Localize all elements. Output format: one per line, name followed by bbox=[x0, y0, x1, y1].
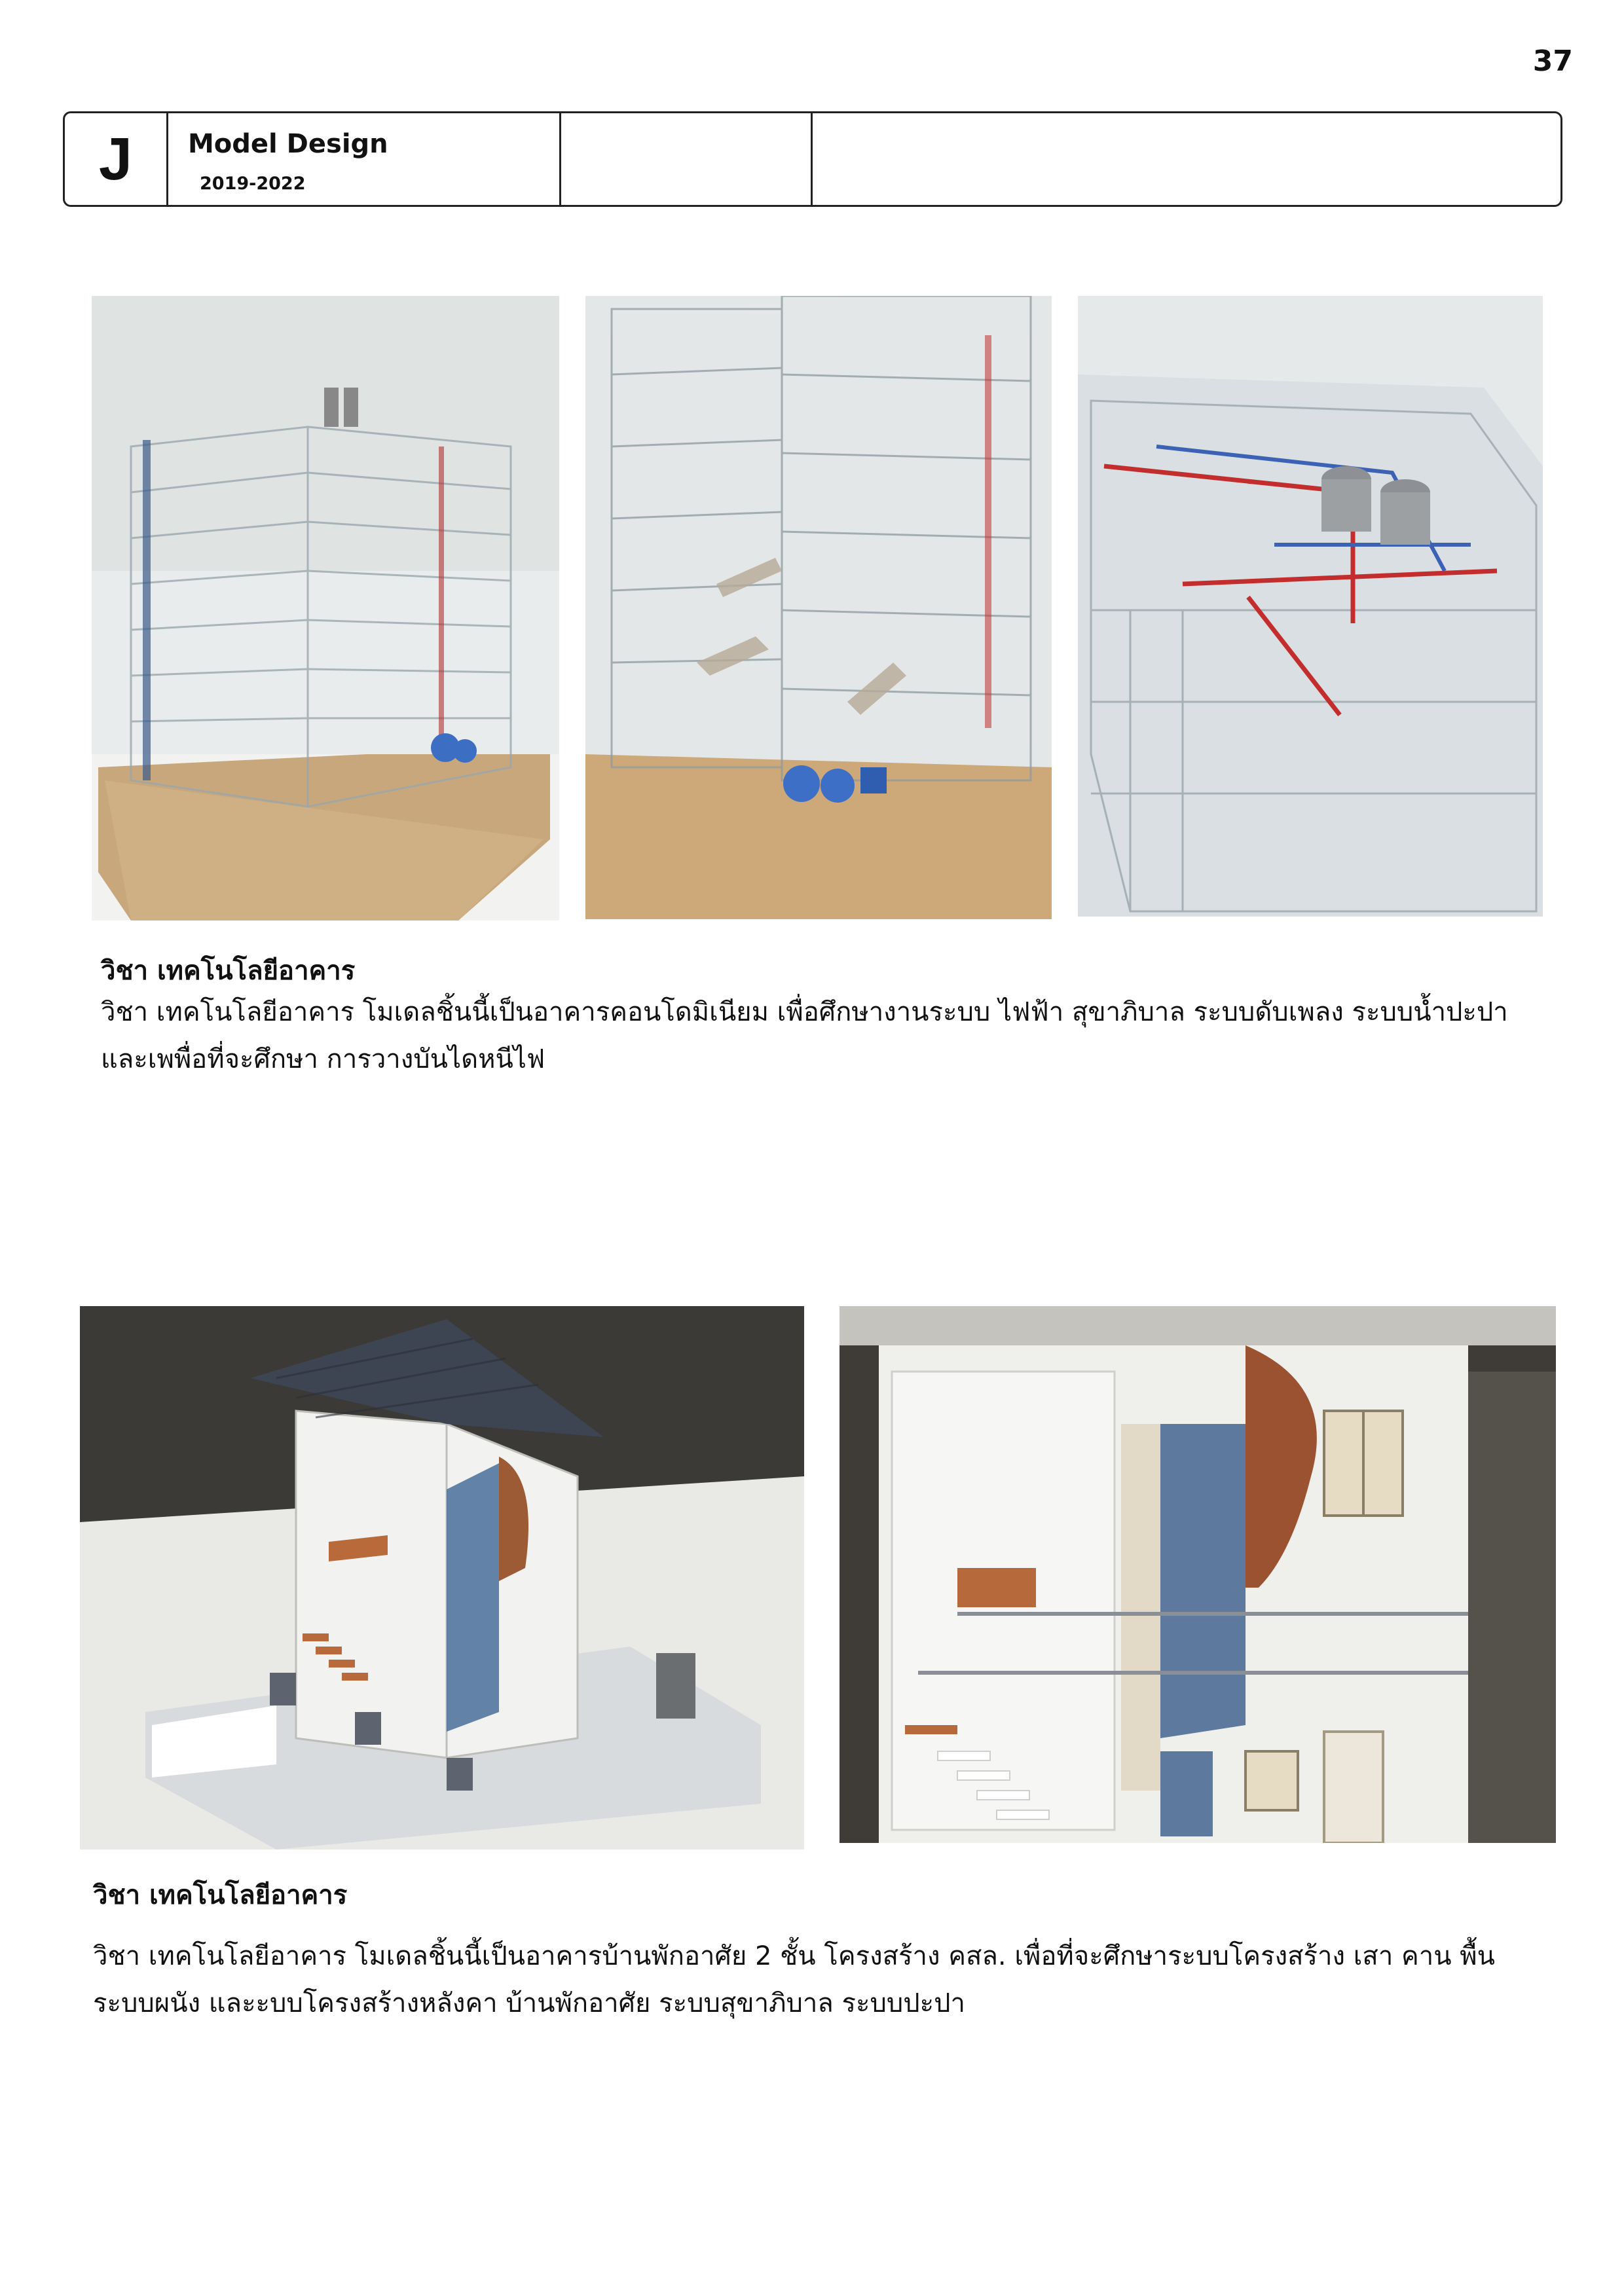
section-title-cell bbox=[168, 113, 561, 205]
house-model-photo-1 bbox=[80, 1306, 804, 1850]
section-letter-cell bbox=[65, 113, 168, 205]
condo-model-photo-3 bbox=[1078, 296, 1543, 917]
section-2-body-line-1: วิชา เทคโนโลยีอาคาร โมเดลชิ้นนี้เป็นอาคารบ้านพักอาศัย 2 ชั้น โครงสร้าง คสล. เพื่อที่จะศึกษาระบบโครงสร้าง เสา คาน พื้น bbox=[93, 1941, 1495, 1971]
section-header bbox=[63, 111, 1562, 207]
header-empty-cell-1 bbox=[561, 113, 813, 205]
section-1-body-line-1: วิชา เทคโนโลยีอาคาร โมเดลชิ้นนี้เป็นอาคารคอนโดมิเนียม เพื่อศึกษางานระบบ ไฟฟ้า สุขาภิบาล ระบบดับเพลง ระบบน้ำปะปา bbox=[101, 997, 1508, 1027]
section-letter: J bbox=[98, 125, 133, 192]
section-2-body bbox=[93, 1933, 1547, 2027]
section-2-title: วิชา เทคโนโลยีอาคาร bbox=[93, 1880, 348, 1910]
section-years: 2019-2022 bbox=[200, 173, 306, 194]
condo-model-photo-2 bbox=[585, 296, 1052, 919]
house-model-photo-2 bbox=[840, 1306, 1556, 1843]
page-number: 37 bbox=[1532, 45, 1573, 78]
section-title: Model Design bbox=[188, 129, 388, 159]
header-empty-cell-2 bbox=[813, 113, 1560, 205]
section-1-title: วิชา เทคโนโลยีอาคาร bbox=[101, 956, 356, 986]
section-1-body-line-2: และเพพื่อที่จะศึกษา การวางบันไดหนีไฟ bbox=[101, 1044, 545, 1074]
condo-model-photo-1 bbox=[92, 296, 559, 920]
section-2-body-line-2: ระบบผนัง และะบบโครงสร้างหลังคา บ้านพักอาศัย ระบบสุขาภิบาล ระบบปะปา bbox=[93, 1988, 966, 2018]
section-1-body bbox=[101, 989, 1555, 1083]
